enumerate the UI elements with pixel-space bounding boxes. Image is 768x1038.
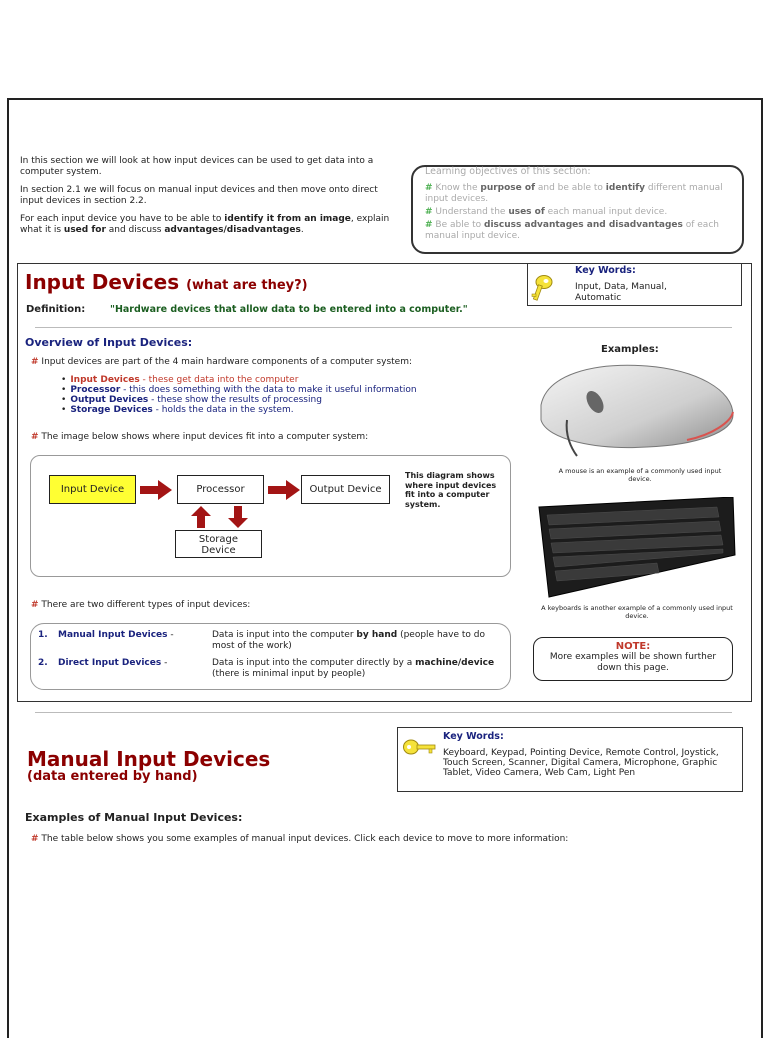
text: Know the (435, 183, 481, 193)
text: For each input device you have to be able to (20, 214, 225, 224)
arrow-right-icon (268, 480, 300, 500)
text: Data is input into the computer (212, 630, 357, 640)
type-name (58, 630, 174, 640)
keyboard-image (537, 497, 737, 599)
list-item (61, 405, 417, 415)
component-name: Storage Devices (70, 405, 153, 415)
intro-paragraph-1: In this section we will look at how input devices can be used to get data into a computer system. (20, 156, 374, 177)
intro-paragraph-2: In section 2.1 we will focus on manual input devices and then move onto direct input devices in section 2.2. (20, 185, 378, 206)
emphasis: by hand (356, 630, 398, 640)
note-box (533, 637, 733, 681)
hash-bullet-icon: # (425, 220, 433, 230)
storage-device-box (175, 530, 262, 558)
diagram-caption: This diagram shows where input devices fit into a computer system. (405, 471, 497, 509)
key-icon (531, 274, 553, 302)
emphasis: purpose of (480, 183, 535, 193)
text: There are two different types of input devices: (41, 600, 251, 610)
divider (35, 327, 732, 328)
key-icon (402, 736, 436, 758)
emphasis: identify (605, 183, 646, 193)
manual-examples-title: Examples of Manual Input Devices: (25, 811, 243, 824)
input-device-box: Input Device (49, 475, 136, 504)
section-title (25, 270, 308, 294)
component-desc: - these show the results of processing (148, 395, 322, 405)
type-description (212, 630, 502, 652)
text: and be able to (535, 183, 606, 193)
emphasis: uses of (508, 207, 545, 217)
storage-label-2: Device (201, 545, 236, 556)
type-number: 2. (38, 658, 48, 668)
text: and discuss (105, 225, 165, 235)
text: (there is minimal input by people) (212, 669, 366, 679)
types-intro (31, 600, 250, 610)
text: Data is input into the computer directly by a (212, 658, 416, 668)
manual-section-subtitle: (data entered by hand) (27, 769, 198, 784)
examples-title: Examples: (601, 344, 659, 355)
text: The image below shows where input devices fit into a computer system: (41, 432, 369, 442)
text: . (300, 225, 304, 235)
type-name-text: Direct Input Devices (58, 658, 162, 668)
key-words-list: Keyboard, Keypad, Pointing Device, Remote Control, Joystick, Touch Screen, Scanner, Digital Camera, Microphone, Graphic Tablet, Video Camera, Web Cam, Light Pen (443, 748, 719, 778)
note-text: More examples will be shown further down this page. (549, 652, 717, 673)
system-diagram (30, 455, 511, 577)
arrow-right-icon (140, 480, 172, 500)
text: of each manual input device. (425, 220, 719, 241)
divider (35, 712, 732, 713)
mouse-image (537, 360, 737, 460)
dash: - (167, 630, 174, 640)
list-item (61, 395, 417, 405)
type-description (212, 658, 502, 680)
emphasis: identify it from an image (224, 214, 351, 224)
title-subtext: (what are they?) (186, 278, 308, 293)
type-number: 1. (38, 630, 48, 640)
input-types-box (30, 623, 511, 690)
key-words-title: Key Words: (575, 265, 636, 276)
component-desc: - holds the data in the system. (152, 405, 294, 415)
storage-label-1: Storage (198, 534, 239, 545)
text: , explain what it is (20, 214, 390, 235)
definition-text: "Hardware devices that allow data to be entered into a computer." (110, 304, 468, 315)
text: different manual input devices. (425, 183, 723, 204)
manual-section-title: Manual Input Devices (27, 747, 271, 771)
key-words-title: Key Words: (443, 731, 504, 742)
component-desc: - these get data into the computer (139, 375, 299, 385)
text: each manual input device. (544, 207, 668, 217)
list-item (61, 375, 417, 385)
component-desc: - this does something with the data to make it useful information (120, 385, 417, 395)
hash-bullet-icon: # (31, 432, 39, 442)
type-name (58, 658, 167, 668)
dash: - (161, 658, 168, 668)
text: Be able to (435, 220, 485, 230)
mouse-caption: A mouse is an example of a commonly used input device. (558, 467, 722, 483)
arrow-up-icon (191, 506, 211, 528)
learning-objectives-box (411, 165, 744, 254)
emphasis: used for (63, 225, 106, 235)
diagram-intro (31, 432, 368, 442)
hash-bullet-icon: # (31, 600, 39, 610)
hash-bullet-icon: # (31, 834, 39, 844)
hash-bullet-icon: # (425, 183, 433, 193)
emphasis: machine/device (415, 658, 495, 668)
components-list (61, 375, 417, 415)
keyboard-caption: A keyboards is another example of a commonly used input device. (541, 604, 733, 620)
component-name: Input Devices (70, 375, 140, 385)
intro-text (20, 156, 400, 243)
component-name: Processor (70, 385, 121, 395)
text: The table below shows you some examples of manual input devices. Click each device to move to more information: (41, 834, 569, 844)
objective-item (425, 183, 730, 205)
key-words-box (527, 263, 742, 306)
hash-bullet-icon: # (425, 207, 433, 217)
emphasis: discuss advantages and disadvantages (484, 220, 683, 230)
text: (people have to do most of the work) (212, 630, 486, 651)
objective-item (425, 220, 730, 242)
output-device-box: Output Device (301, 475, 390, 504)
overview-text (31, 357, 412, 367)
list-item (61, 385, 417, 395)
title-text: Input Devices (25, 270, 180, 294)
definition-label: Definition: (26, 304, 86, 315)
text: Input devices are part of the 4 main hardware components of a computer system: (41, 357, 412, 367)
text: Understand the (435, 207, 509, 217)
objectives-title: Learning objectives of this section: (425, 166, 591, 177)
processor-box: Processor (177, 475, 264, 504)
type-name-text: Manual Input Devices (58, 630, 168, 640)
intro-paragraph-3 (20, 214, 400, 236)
objective-item (425, 207, 730, 218)
key-words-list: Input, Data, Manual, Automatic (575, 282, 667, 303)
hash-bullet-icon: # (31, 357, 39, 367)
note-title: NOTE: (615, 641, 651, 652)
emphasis: advantages/disadvantages (164, 225, 301, 235)
overview-title: Overview of Input Devices: (25, 336, 193, 349)
manual-examples-text (31, 834, 568, 844)
arrow-down-icon (228, 506, 248, 528)
component-name: Output Devices (70, 395, 149, 405)
key-words-box (397, 727, 743, 792)
